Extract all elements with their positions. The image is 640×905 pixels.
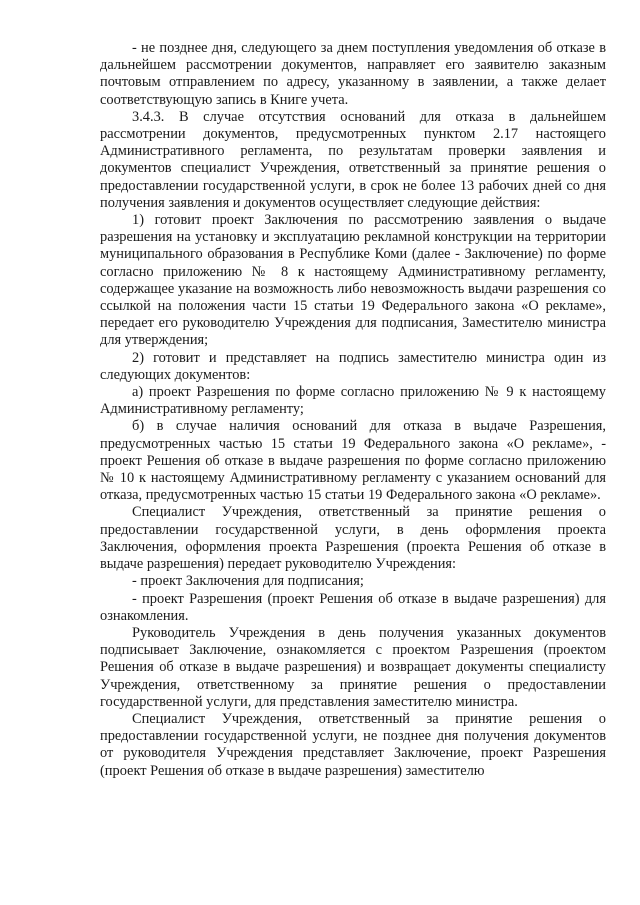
paragraph-item-1: 1) готовит проект Заключения по рассмотрению заявления о выдаче разрешения на установку и эксплуатацию рекламной конструкции на территории муниципального образования в Республике Коми (далее - Заключение) по форме согласно приложению № 8 к настоящему Административному регламенту, содержащее указание на возможность либо невозможность выдачи разрешения со ссылкой на положения части 15 статьи 19 Федерального закона «О рекламе», передает его руководителю Учреждения для подписания, Заместителю министра для утверждения; — [100, 212, 606, 349]
paragraph-specialist-presents: Специалист Учреждения, ответственный за принятие решения о предоставлении государственной услуги, не позднее дня получения документов от руководителя Учреждения представляет Заключение, проект Разрешения (проект Решения об отказе в выдаче разрешения) заместителю — [100, 710, 606, 779]
paragraph-specialist-transfers: Специалист Учреждения, ответственный за принятие решения о предоставлении государственной услуги, в день оформления проекта Заключения, оформления проекта Разрешения (проекта Решения об отказе в выдаче разрешения) передает руководителю Учреждения: — [100, 504, 606, 573]
paragraph-list-permit: - проект Разрешения (проект Решения об отказе в выдаче разрешения) для ознакомления. — [100, 590, 606, 624]
paragraph-list-conclusion: - проект Заключения для подписания; — [132, 573, 364, 590]
paragraph-item-2: 2) готовит и представляет на подпись заместителю министра один из следующих документов: — [100, 349, 606, 383]
paragraph-3-4-3: 3.4.3. В случае отсутствия оснований для отказа в дальнейшем рассмотрении документов, предусмотренных пунктом 2.17 настоящего Административного регламента, по результатам проверки заявления и документов специалист Учреждения, ответственный за принятие решения о предоставлении государственной услуги, в срок не более 13 рабочих дней со дня получения заявления и документов осуществляет следующие действия: — [100, 108, 606, 211]
paragraph-item-b: б) в случае наличия оснований для отказа в выдаче Разрешения, предусмотренных частью 15 статьи 19 Федерального закона «О рекламе», - проект Решения об отказе в выдаче разрешения по форме согласно приложению № 10 к настоящему Административному регламенту с указанием оснований для отказа, предусмотренных частью 15 статьи 19 Федерального закона «О рекламе». — [100, 418, 606, 504]
paragraph-item-a: а) проект Разрешения по форме согласно приложению № 9 к настоящему Административному регламенту; — [100, 384, 606, 418]
paragraph-head-signs: Руководитель Учреждения в день получения указанных документов подписывает Заключение, ознакомляется с проектом Разрешения (проектом Решения об отказе в выдаче разрешения) и возвращает документы специалисту Учреждения, ответственному за принятие решения о предоставлении государственной услуги, для представления заместителю министра. — [100, 624, 606, 710]
paragraph-notification-refusal: - не позднее дня, следующего за днем поступления уведомления об отказе в дальнейшем рассмотрении документов, направляет его заявителю заказным почтовым отправлением по адресу, указанному в заявлении, а также делает соответствующую запись в Книге учета. — [100, 40, 606, 108]
